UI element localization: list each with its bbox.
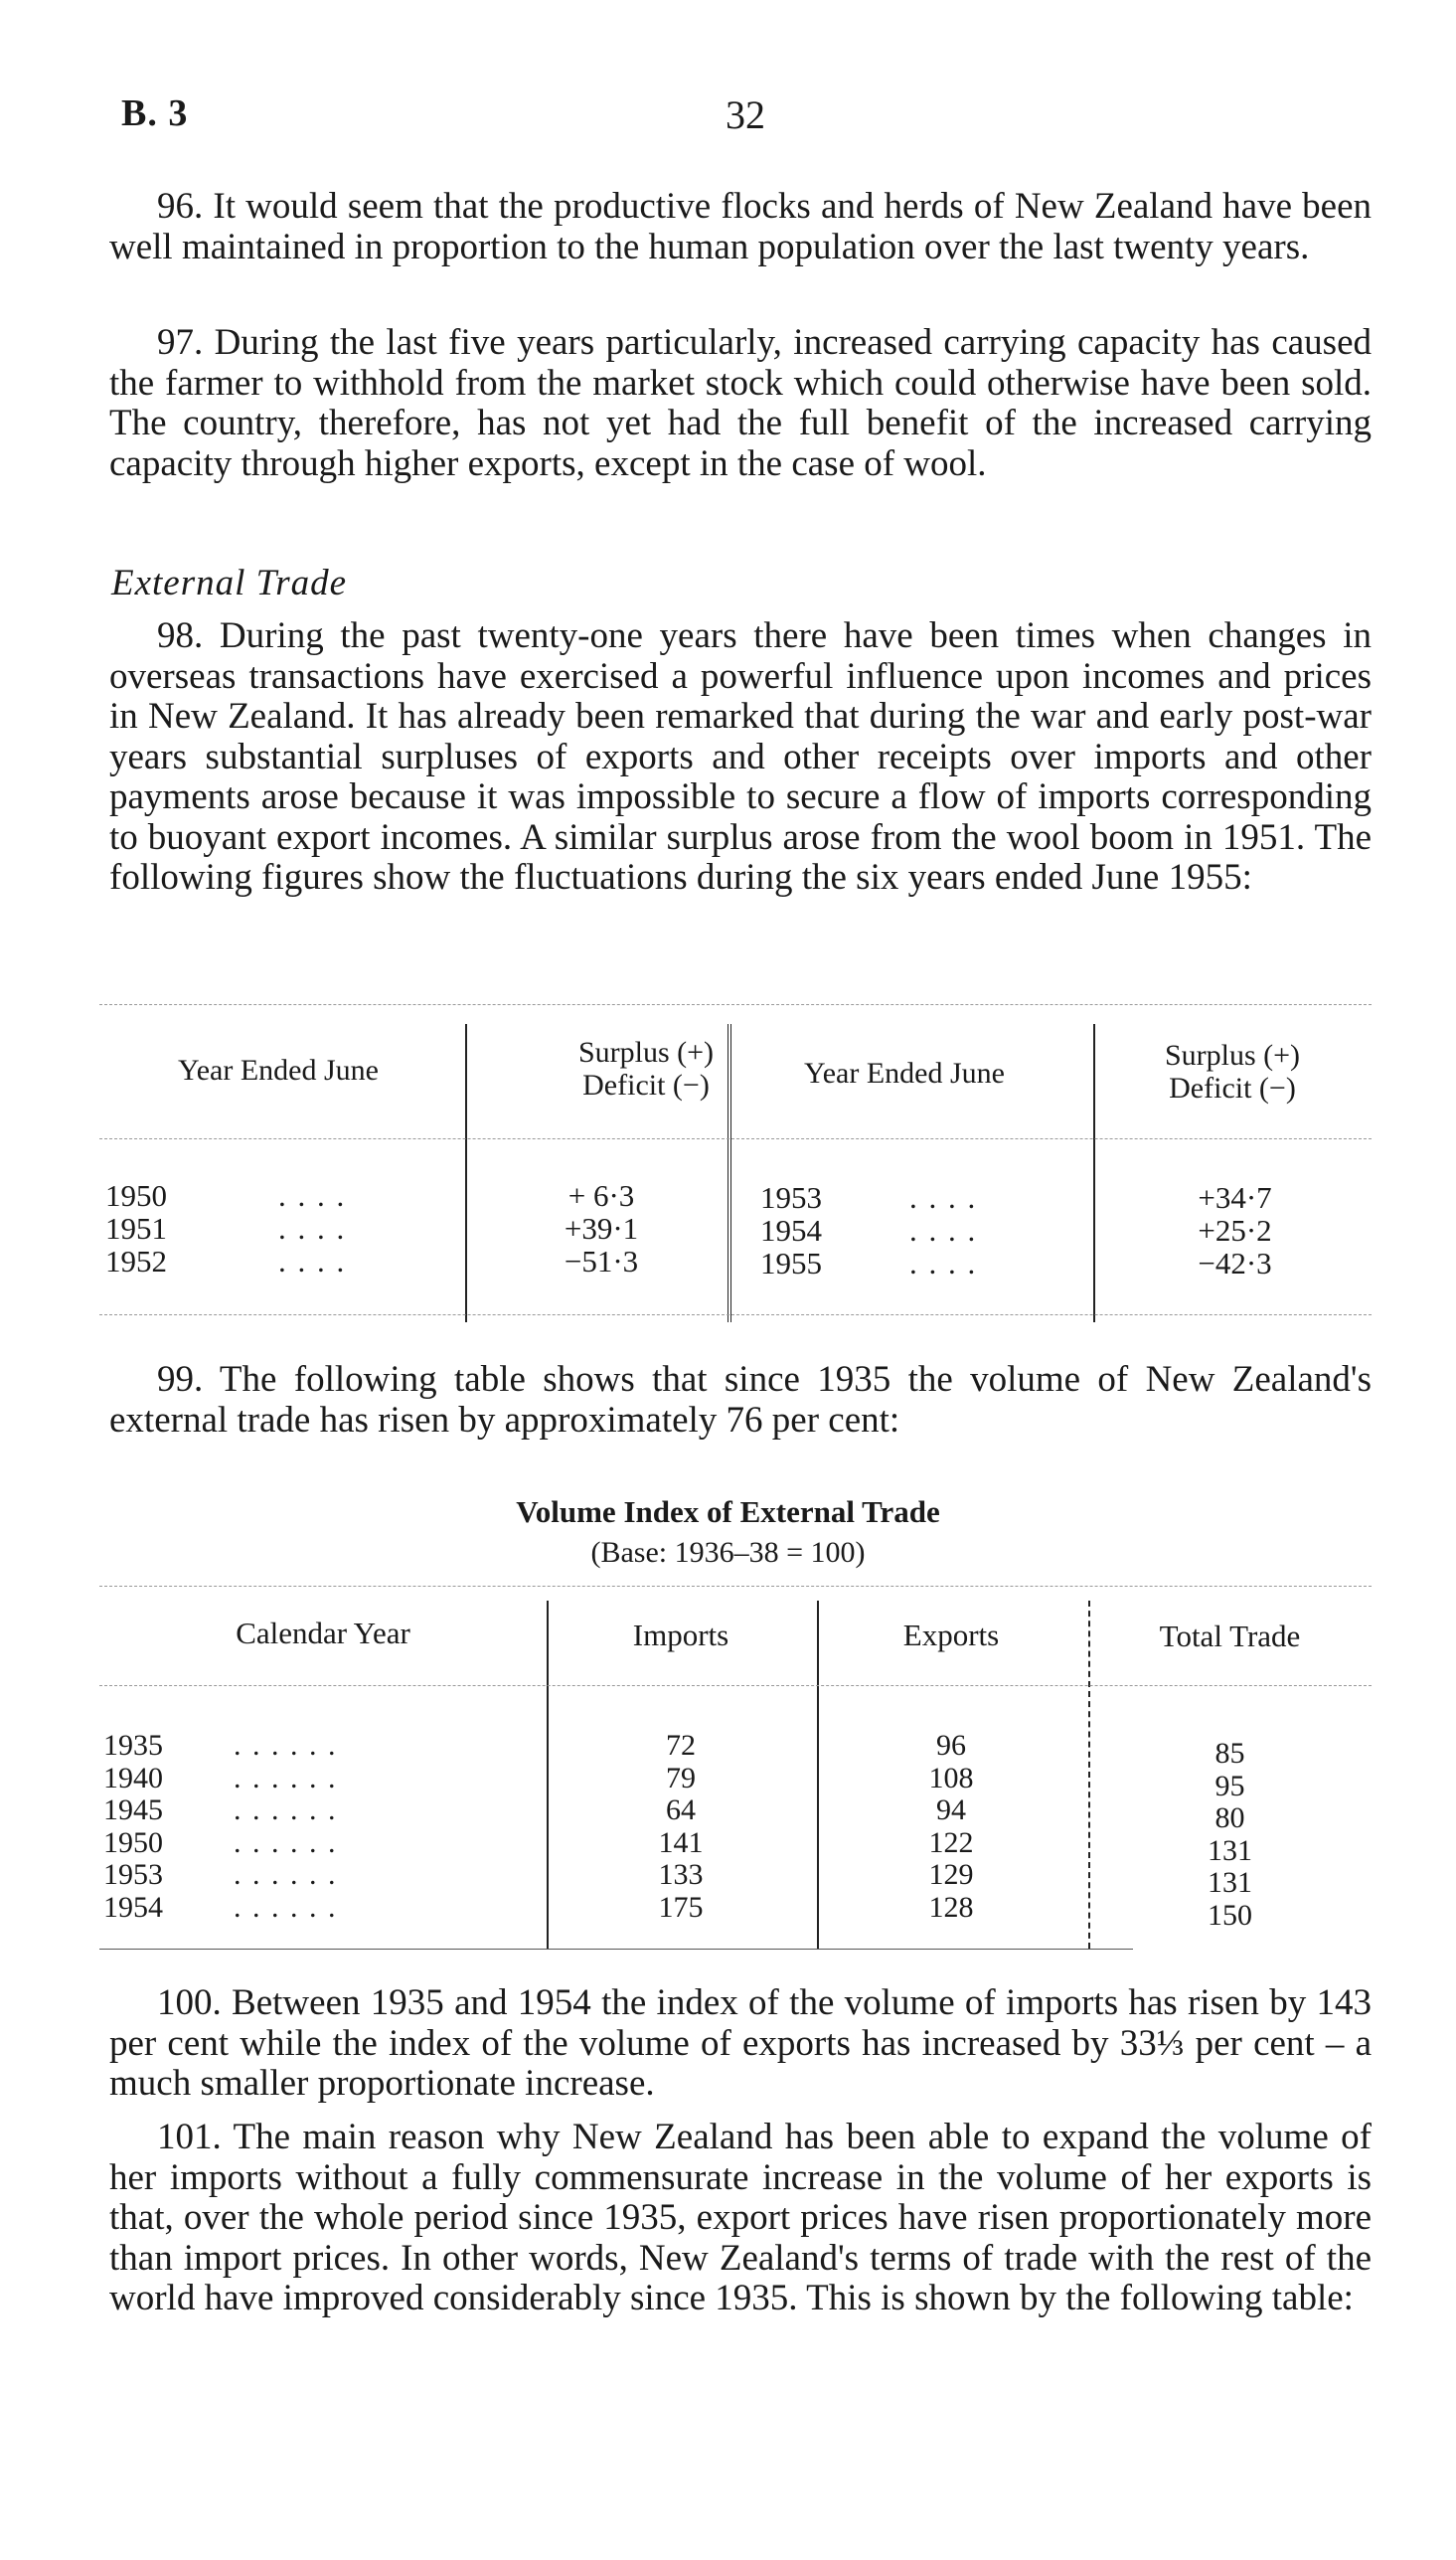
row-value: +39·1 bbox=[564, 1211, 639, 1246]
table-top-rule bbox=[99, 1004, 1372, 1005]
row-year: 1953 bbox=[103, 1858, 163, 1891]
col-header-exports: Exports bbox=[902, 1618, 1000, 1652]
cell-imports: 72 bbox=[666, 1729, 696, 1762]
cell-imports: 175 bbox=[658, 1890, 704, 1924]
leader-dots: . . . . . . bbox=[234, 1761, 338, 1794]
cell-total-trade: 80 bbox=[1214, 1801, 1245, 1834]
row-year: 1953 bbox=[760, 1180, 822, 1215]
row-value: −51·3 bbox=[564, 1244, 639, 1279]
paragraph-98: 98. During the past twenty-one years there have been times when changes in overseas transactions have exercised a powerful influence upon incomes and prices in New Zealand. It has already been remarked that during the war and early post-war years substantial surpluses of exports and other receipts over imports and other payments arose because it was impossible to secure a flow of imports corresponding to buoyant export incomes. A similar surplus arose from the wool boom in 1951. The following figures show the fluctuations during the six years ended June 1955: bbox=[109, 615, 1372, 898]
row-year: 1950 bbox=[103, 1825, 163, 1859]
col-header-surplus-right bbox=[1093, 1039, 1372, 1105]
table-row bbox=[105, 1179, 167, 1212]
row-value: +34·7 bbox=[1198, 1180, 1272, 1215]
table-base-note: (Base: 1936–38 = 100) bbox=[590, 1536, 866, 1569]
cell-exports: 122 bbox=[928, 1825, 974, 1859]
row-year: 1940 bbox=[103, 1761, 163, 1794]
col-header-surplus-left-line2: Deficit (−) bbox=[582, 1069, 710, 1102]
cell-total-trade: 85 bbox=[1214, 1737, 1245, 1770]
cell-total-trade: 131 bbox=[1208, 1866, 1252, 1899]
row-year: 1952 bbox=[105, 1244, 167, 1279]
table-bottom-rule bbox=[99, 1949, 1133, 1950]
surplus-deficit-table bbox=[99, 1004, 1372, 1322]
row-value: +25·2 bbox=[1198, 1213, 1272, 1248]
row-year: 1935 bbox=[103, 1729, 163, 1762]
leader-dots: . . . . bbox=[909, 1213, 978, 1248]
table-row bbox=[105, 1212, 167, 1245]
cell-imports: 79 bbox=[666, 1761, 696, 1794]
cell-imports: 64 bbox=[666, 1793, 696, 1826]
cell-total-trade: 131 bbox=[1208, 1833, 1252, 1867]
column-divider-double bbox=[728, 1024, 731, 1322]
paragraph-96: 96. It would seem that the productive flocks and herds of New Zealand have been well maintained in proportion to the human population over the last twenty years. bbox=[109, 186, 1372, 267]
cell-total-trade: 95 bbox=[1214, 1769, 1245, 1802]
table-row bbox=[105, 1245, 167, 1278]
leader-dots: . . . . . . bbox=[234, 1858, 338, 1891]
leader-dots: . . . . bbox=[909, 1180, 978, 1215]
col-header-year-left: Year Ended June bbox=[178, 1054, 379, 1087]
row-value: + 6·3 bbox=[567, 1178, 635, 1213]
col-header-surplus-right-line2: Deficit (−) bbox=[1169, 1072, 1296, 1105]
col-header-surplus-right-line1: Surplus (+) bbox=[1164, 1039, 1301, 1072]
col-header-surplus-left-line1: Surplus (+) bbox=[577, 1036, 715, 1069]
page-number: 32 bbox=[726, 92, 765, 137]
leader-dots: . . . . bbox=[278, 1244, 347, 1279]
cell-exports: 108 bbox=[928, 1761, 974, 1794]
row-year: 1951 bbox=[105, 1211, 167, 1246]
leader-dots: . . . . . . bbox=[234, 1793, 338, 1826]
table-bottom-rule bbox=[99, 1314, 1372, 1315]
table-title: Volume Index of External Trade bbox=[516, 1494, 940, 1529]
cell-imports: 133 bbox=[658, 1858, 704, 1891]
cell-exports: 96 bbox=[936, 1729, 966, 1762]
cell-exports: 129 bbox=[928, 1858, 974, 1891]
leader-dots: . . . . bbox=[278, 1211, 347, 1246]
cell-total-trade: 150 bbox=[1208, 1898, 1252, 1932]
paragraph-97: 97. During the last five years particularly, increased carrying capacity has caused the farmer to withhold from the market stock which could otherwise have been sold. The country, therefore, has not yet had the full benefit of the increased carrying capacity through higher exports, except in the case of wool. bbox=[109, 322, 1372, 484]
volume-index-table bbox=[99, 1586, 1372, 1954]
document-reference: B. 3 bbox=[121, 92, 189, 134]
col-header-total-trade: Total Trade bbox=[1159, 1619, 1301, 1653]
cell-exports: 128 bbox=[928, 1890, 974, 1924]
leader-dots: . . . . . . bbox=[234, 1890, 338, 1924]
cell-exports: 94 bbox=[936, 1793, 966, 1826]
cell-imports: 141 bbox=[658, 1825, 704, 1859]
column-divider bbox=[1093, 1024, 1095, 1322]
header-rule bbox=[99, 1138, 1372, 1139]
row-value: −42·3 bbox=[1198, 1246, 1272, 1280]
row-year: 1954 bbox=[760, 1213, 822, 1248]
paragraph-99: 99. The following table shows that since 1935 the volume of New Zealand's external trade has risen by approximately 76 per cent: bbox=[109, 1359, 1372, 1441]
section-heading-external-trade: External Trade bbox=[111, 563, 348, 603]
header-rule bbox=[99, 1685, 1372, 1686]
row-year: 1945 bbox=[103, 1793, 163, 1826]
row-year: 1955 bbox=[760, 1246, 822, 1280]
leader-dots: . . . . bbox=[909, 1246, 978, 1280]
leader-dots: . . . . . . bbox=[234, 1825, 338, 1859]
col-header-imports: Imports bbox=[632, 1618, 729, 1652]
col-header-calendar-year: Calendar Year bbox=[236, 1616, 410, 1650]
leader-dots: . . . . bbox=[278, 1178, 347, 1213]
row-year: 1954 bbox=[103, 1890, 163, 1924]
col-header-year-right: Year Ended June bbox=[804, 1057, 1005, 1090]
column-divider bbox=[465, 1024, 467, 1322]
row-year: 1950 bbox=[105, 1178, 167, 1213]
paragraph-101: 101. The main reason why New Zealand has been able to expand the volume of her imports without a fully commensurate increase in the volume of her exports is that, over the whole period since 1935, export prices have risen proportionately more than import prices. In other words, New Zealand's terms of trade with the rest of the world have improved considerably since 1935. This is shown by the following table: bbox=[109, 2117, 1372, 2318]
paragraph-100: 100. Between 1935 and 1954 the index of the volume of imports has risen by 143 per cent while the index of the volume of exports has increased by 33⅓ per cent – a much smaller proportionate increase. bbox=[109, 1982, 1372, 2104]
leader-dots: . . . . . . bbox=[234, 1729, 338, 1762]
table-top-rule bbox=[99, 1586, 1372, 1587]
